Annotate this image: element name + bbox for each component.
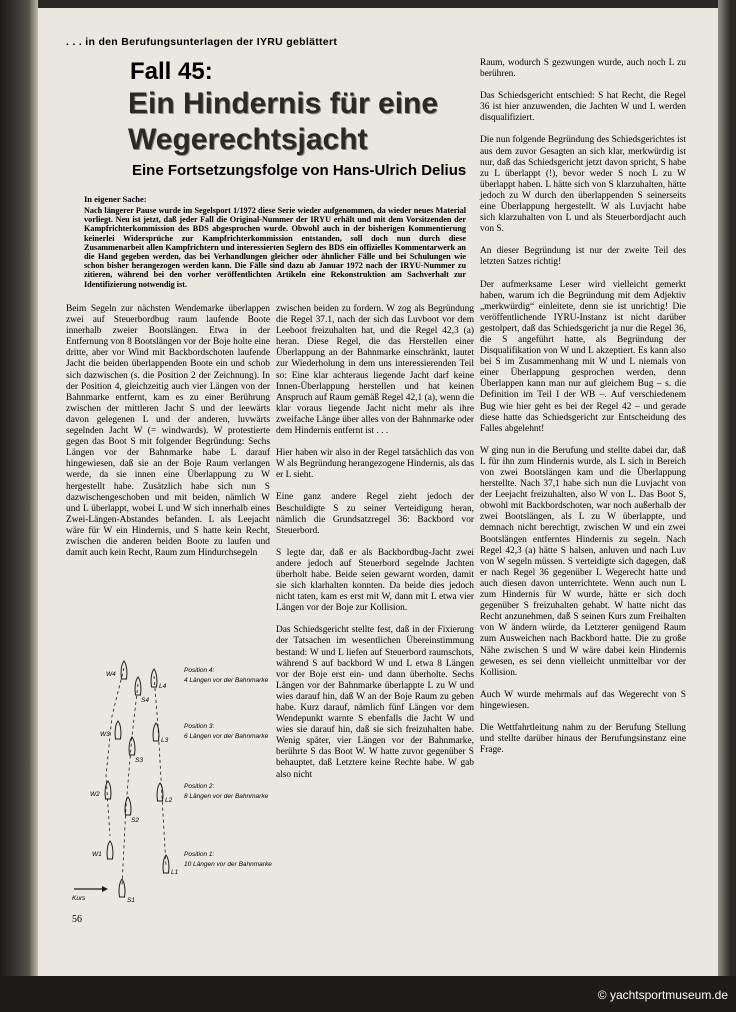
article-subtitle: Eine Fortsetzungsfolge von Hans-Ulrich Delius xyxy=(132,162,467,179)
paragraph: Auch W wurde mehrmals auf das Wegerecht von S hingewiesen. xyxy=(480,689,686,711)
case-number: Fall 45: xyxy=(130,58,213,85)
paragraph: zwischen beiden zu fordern. W zog als Begründung die Regel 37.1, nach der sich das Luvboot vor dem Leeboot freizuhalten hat, und die Regel 42,3 (a) heran. Diese Regel, die das Herstellen einer Überlappung an der Bahnmarke einschränkt, lautet zur Wiederholung in dem uns interessierenden Teil so: Eine klar achteraus liegende Jacht darf keine Innen-Überlappung herstellen und hat keinen Anspruch auf Raum gemäß Regel 42,1 (a), wenn die klar voraus liegende Jacht nicht mehr als ihre zweifache Länge über alles von der Bahnmarke oder dem Hindernis entfernt ist . . . xyxy=(276,304,474,437)
position-1-label: Position 1: xyxy=(184,851,215,858)
column-2 xyxy=(276,304,474,792)
position-4-desc: 4 Längen vor der Bahnmarke xyxy=(184,677,269,684)
position-4-label: Position 4: xyxy=(184,667,215,674)
label-w4: W4 xyxy=(106,671,116,678)
book-spine xyxy=(0,0,30,1012)
paragraph: An dieser Begründung ist nur der zweite Teil des letzten Satzes richtig! xyxy=(480,246,686,268)
position-1-desc: 10 Längen vor der Bahnmarke xyxy=(184,861,272,868)
intro-text: Nach längerer Pause wurde im Segelsport 1/1972 diese Serie wieder aufgenommen, da wieder neues Material vorliegt. Neu ist jetzt, daß jeder Fall die Original-Nummer der IRYU erhält und mit dem Vorsitzenden der Kampfrichterkommission des BDS abgesprochen wurde. Obwohl auch in der bisherigen Kommentierung keinerlei Widersprüche zur Kampfrichterkommission entstanden, soll doch nun durch diese Zusammenarbeit allen Kampfrichtern und interessierten Seglern des BDS ein offizielles Kommentarwerk an die Hand gegeben werden, das bei Verhandlungen gleicher oder ähnlicher Fälle und bei Schulungen wie schon bisher herangezogen werden kann. Die Fälle sind dazu ab Januar 1972 nach der IRYU-Nummer zu zitieren, während bei den vorher veröffentlichten Artikeln eine Rekonstruktion am Sachverhalt zur Identifizierung notwendig ist. xyxy=(84,206,466,289)
intro-label: In eigener Sache: xyxy=(84,194,147,204)
page-edge xyxy=(718,0,736,1012)
page-gutter xyxy=(30,0,38,1012)
kicker-line: . . . in den Berufungsunterlagen der IYRU geblättert xyxy=(66,36,338,48)
label-l1: L1 xyxy=(171,869,179,876)
label-l3: L3 xyxy=(161,737,169,744)
paragraph: Hier haben wir also in der Regel tatsächlich das von W als Begründung herangezogene Hindernis, als das er L sieht. xyxy=(276,448,474,481)
column-1 xyxy=(66,304,270,570)
watermark: © yachtsportmuseum.de xyxy=(597,988,728,1002)
label-l2: L2 xyxy=(165,797,173,804)
column-3 xyxy=(480,58,686,767)
label-s4: S4 xyxy=(141,697,149,704)
paragraph: W ging nun in die Berufung und stellte dabei dar, daß L für ihn zum Hindernis wurde, als L sich in Bereich von zwei Bootslängen kam und die Überlappung herstellte. Nach 37,1 habe sich nun die Luvjacht von der Leejacht freizuhalten, also W von L. Das Boot S, obwohl mit Backbordschoten, war noch außerhalb der zwei Bootslängen, als L zu W überlappte, und demnach nicht berechtigt, zwischen W und ein zwei Bootslängen entferntes Hindernis zu segeln. Nach Regel 42,3 (a) hätte S halsen, anluven und nach Luv von W segeln müssen. S verteidigte sich dagegen, daß er nach Regel 36 gegenüber L Wegerecht hatte und auch diesen davon unterrichtete. Wenn auch nun L zum Hindernis für W wurde, hätte er sich doch gegenüber S freizuhalten gehabt. W hatte nicht das Recht anzunehmen, daß S seinen Kurs zum Freihalten von W ändern würde, da Letzterer genügend Raum zum Ausweichen nach Backbord hatte. Die zu große Nähe zwischen S und W wäre dabei kein Hindernis gewesen, es sei denn vielleicht unmittelbar vor der Kollision. xyxy=(480,445,686,678)
paragraph: Beim Segeln zur nächsten Wendemarke überlappen zwei auf Steuerbordbug raum laufende Boote innerhalb zweier Bootslängen. Etwa in der Entfernung von 8 Bootslängen vor der Boje holte eine dritte, aber vor Wind mit Backbordschoten laufende Jacht die beiden überlappenden Boote ein und schob sich dazwischen (s. die Position 2 der Zeichnung). In der Position 4, gleichzeitig auch vier Längen von der Bahnmarke entfernt, kam es zu einer Berührung zwischen der mittleren Jacht S und der leewärts davon gelegenen L und der anderen, luvwärts segelnden Jacht W (= windwards). W protestierte gegen das Boot S mit folgender Begründung: Sechs Längen vor der Bahnmarke habe L darauf hingewiesen, daß sie an der Boje Raum verlangen werde, da sie innen eine Überlappung zu W hergestellt habe. Zusätzlich habe sich nun S dazwischengeschoben und mit beiden, nämlich W und L überlappt, wobei L und W sich innerhalb eines Zwei-Längen-Abstandes befanden. L als Leejacht wäre für W ein Hindernis, und S hatte kein Recht, zwischen die anderen beiden Boote zu laufen und damit auch kein Recht, Raum zum Hindurchsegeln xyxy=(66,304,270,559)
paragraph: Die nun folgende Begründung des Schiedsgerichtes ist aus dem zuvor Gesagten an sich klar, merkwürdig ist nur, daß das Schiedsgericht jetzt davon spricht, S habe zu L überlappt (!), bevor weder S noch L zu W überlappt haben. L hätte sich von S klarzuhalten, hätte jedoch zu W durch den überlappenden S seinerseits eine Überlappung hergestellt. W als Luvjacht habe sich klarzuhalten von L und als Steuerbordjacht auch von S. xyxy=(480,135,686,235)
position-3-desc: 6 Längen vor der Bahnmarke xyxy=(184,733,269,740)
boat-w1 xyxy=(107,841,113,859)
boat-w2 xyxy=(105,781,111,799)
label-s1: S1 xyxy=(127,897,135,904)
paragraph: Eine ganz andere Regel zieht jedoch der Beschuldigte S zu seiner Verteidigung heran, nämlich die Grundsatzregel 36: Backbord vor Steuerbord. xyxy=(276,492,474,536)
position-2-label: Position 2: xyxy=(184,783,215,790)
position-2-desc: 8 Längen vor der Bahnmarke xyxy=(184,793,269,800)
article-title: Ein Hindernis für eine Wegerechtsjacht xyxy=(128,87,439,156)
paragraph: Die Wettfahrtleitung nahm zu der Berufung Stellung und stellte darüber hinaus der Berufungsinstanz eine Frage. xyxy=(480,722,686,756)
label-s2: S2 xyxy=(131,817,139,824)
boat-position-diagram xyxy=(66,656,286,906)
paragraph: Raum, wodurch S gezwungen wurde, auch noch L zu berühren. xyxy=(480,58,686,80)
paragraph: Der aufmerksame Leser wird vielleicht gemerkt haben, warum ich die Begründung mit dem Adjektiv „merkwürdig“ einleitete, denn sie ist unrichtig! Die veröffentlichende IYRU-Instanz ist nicht darüber gestolpert, daß das Schiedsgericht ja nur die Regel 36, die S angeführt hatte, als Begründung der Disqualifikation von W und L akzeptiert. Es kann also bei S im Zusammenhang mit W und L niemals von einer Überlappung gesprochen werden, denn Überlappen kann man nur auf gleichem Bug – s. die Definition im Teil I der WB –. Auf verschiedenem Bug wie hier geht es bei der Regel 42 – und gerade diese hatte das Schiedsgericht zur Entscheidung des Falles abgelehnt! xyxy=(480,279,686,434)
label-w3: W3 xyxy=(100,731,110,738)
position-3-label: Position 3: xyxy=(184,723,215,730)
label-w2: W2 xyxy=(90,791,100,798)
paragraph: Das Schiedsgericht stellte fest, daß in der Fixierung der Tatsachen im wesentlichen Übereinstimmung bestand: W und L liefen auf Steuerbord raumschots, während S auf backbord W und L etwa 8 Längen vor der Boje erst ein- und dann überholte. Sechs Längen vor der Bahnmarke überlappte L zu W und wies darauf hin, daß W an der Boje Raum zu geben habe. Kurz darauf, nämlich fünf Längen vor dem Wendepunkt warnte S ebenfalls die Jacht W und wies sie darauf hin, daß sie sich freizuhalten habe. Wenig später, vier Längen vor der Bahnmarke, berührte S das Boot W. W hatte zuvor gegenüber S behauptet, daß Letztere keine Rechte habe. W gab also nicht xyxy=(276,625,474,780)
label-w1: W1 xyxy=(92,851,102,858)
boat-w3 xyxy=(115,721,121,739)
paragraph: S legte dar, daß er als Backbordbug-Jacht zwei andere jedoch auf Steuerbord segelnde Jachten überholt habe. Beide seien gewarnt worden, damit sie sich klarhalten konnten. Da beide dies jedoch nicht taten, kam es erst mit W, dann mit L etwa vier Längen vor der Boje zur Kollision. xyxy=(276,547,474,614)
paragraph: Das Schiedsgericht entschied: S hat Recht, die Regel 36 ist hier anzuwenden, die Jachten W und L werden disqualifiziert. xyxy=(480,91,686,124)
page-number: 56 xyxy=(72,914,82,925)
label-l4: L4 xyxy=(159,683,167,690)
label-s3: S3 xyxy=(135,757,143,764)
kurs-label: Kurs xyxy=(72,895,86,902)
